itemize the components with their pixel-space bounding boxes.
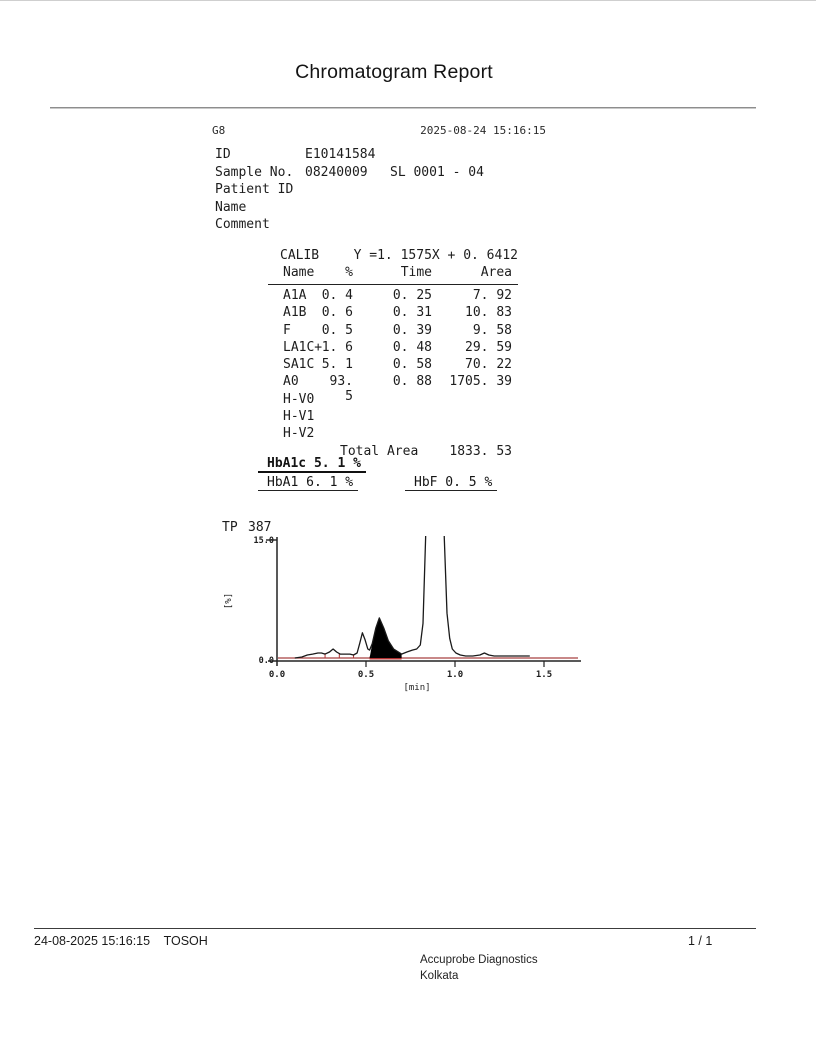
table-cell: 0. 25 (392, 288, 432, 303)
footer-brand: TOSOH (163, 934, 208, 948)
table-cell: 0. 88 (392, 374, 432, 390)
x-tick-label: 1.0 (446, 670, 464, 680)
chromatogram-trace (295, 516, 530, 658)
field-value: E10141584 (305, 147, 376, 162)
table-cell: H-V2 (283, 426, 315, 441)
hba1c-result-row (258, 456, 518, 475)
field-sample-no (215, 164, 555, 182)
table-cell (432, 392, 512, 409)
page-number: 1 / 1 (688, 934, 713, 948)
footer-datetime: 24-08-2025 15:16:15 (34, 934, 151, 948)
calib-title-row (268, 248, 518, 265)
table-cell: 10. 83 (465, 305, 512, 321)
table-cell: A1A (283, 288, 307, 303)
table-cell: 0. 48 (392, 339, 432, 355)
table-cell (353, 426, 432, 443)
page-top-edge (0, 0, 816, 1)
col-area: Area (480, 265, 512, 280)
chromatogram-plot (218, 516, 588, 698)
field-comment (215, 216, 555, 234)
y-tick-label-min: 0.0 (258, 656, 274, 666)
field-patient-id (215, 181, 555, 199)
footer-divider (34, 928, 756, 929)
field-label: Name (215, 199, 247, 215)
table-row (268, 305, 518, 322)
table-cell: LA1C+ (283, 339, 323, 355)
table-cell: 93. 5 (329, 374, 353, 405)
table-row (268, 357, 518, 374)
table-cell (318, 409, 353, 426)
device-model: G8 (212, 124, 226, 137)
hba1-result: HbA1 6. 1 % (258, 475, 358, 491)
organization-block (420, 953, 538, 984)
table-row (268, 323, 518, 340)
field-label: Comment (215, 217, 270, 232)
table-cell: H-V1 (283, 408, 315, 424)
table-cell: 1. 6 (321, 339, 353, 355)
table-cell: 5. 1 (321, 357, 353, 372)
secondary-results-row (258, 475, 518, 494)
table-row (268, 340, 518, 357)
sample-fields (215, 146, 555, 234)
results-summary (258, 456, 518, 494)
footer-left (34, 934, 208, 948)
table-cell: SA1C (283, 357, 315, 372)
x-tick-label: 1.5 (535, 670, 553, 680)
table-row (268, 426, 518, 443)
table-cell: 0. 58 (392, 357, 432, 372)
total-area-value: 1833. 53 (449, 443, 512, 459)
table-cell: 9. 58 (472, 322, 512, 338)
table-row (268, 409, 518, 426)
table-cell (432, 426, 512, 443)
printout-header (212, 124, 546, 137)
x-tick-label: 0.5 (357, 670, 375, 680)
table-cell (353, 409, 432, 426)
table-cell: 0. 6 (321, 305, 353, 321)
y-axis-unit-label: [%] (224, 592, 234, 610)
table-cell (353, 392, 432, 409)
table-header (268, 265, 518, 285)
calibration-table (268, 248, 518, 461)
field-extra: SL 0001 - 04 (390, 164, 484, 180)
table-row (268, 392, 518, 409)
field-id (215, 146, 555, 164)
table-cell (432, 409, 512, 426)
organization-name: Accuprobe Diagnostics (420, 954, 538, 966)
calib-label: CALIB (280, 248, 320, 263)
x-tick-label: 0.0 (268, 670, 286, 680)
calib-table-body (268, 288, 518, 443)
x-axis-unit-label: [min] (403, 683, 431, 693)
col-time: Time (400, 265, 432, 280)
total-area-label: Total Area (340, 443, 419, 459)
table-cell: 70. 22 (465, 357, 512, 372)
table-cell (318, 392, 353, 409)
field-value: 08240009 (305, 164, 368, 180)
table-cell: 0. 31 (392, 305, 432, 321)
table-cell: 1705. 39 (449, 374, 512, 390)
table-cell: 0. 5 (321, 322, 353, 338)
table-cell: 0. 4 (321, 288, 353, 303)
field-label: ID (215, 147, 231, 162)
sa1c-peak-fill (370, 618, 402, 658)
calib-equation: Y =1. 1575X + 0. 6412 (353, 248, 518, 263)
title-divider (50, 107, 756, 109)
field-name (215, 199, 555, 217)
table-cell: A0 (283, 374, 299, 390)
chromatogram-chart (218, 516, 588, 698)
field-label: Sample No. (215, 164, 294, 180)
table-cell (318, 426, 353, 443)
table-cell: A1B (283, 305, 307, 321)
hba1c-result: HbA1c 5. 1 % (258, 456, 366, 473)
page-title: Chromatogram Report (295, 61, 493, 83)
table-cell: H-V0 (283, 391, 315, 407)
table-cell: 0. 39 (392, 322, 432, 338)
field-label: Patient ID (215, 182, 294, 197)
tp-label: TP (222, 520, 238, 535)
table-cell: 7. 92 (472, 288, 512, 303)
col-percent: % (345, 265, 353, 280)
tp-value: 387 (248, 520, 272, 535)
organization-city: Kolkata (420, 969, 459, 982)
hbf-result: HbF 0. 5 % (405, 475, 497, 491)
report-datetime: 2025-08-24 15:16:15 (420, 124, 546, 137)
col-name: Name (283, 265, 315, 280)
table-row (268, 288, 518, 305)
table-cell: 29. 59 (465, 339, 512, 355)
y-tick-label-max: 15.0 (253, 536, 274, 546)
table-cell: F (283, 322, 291, 338)
